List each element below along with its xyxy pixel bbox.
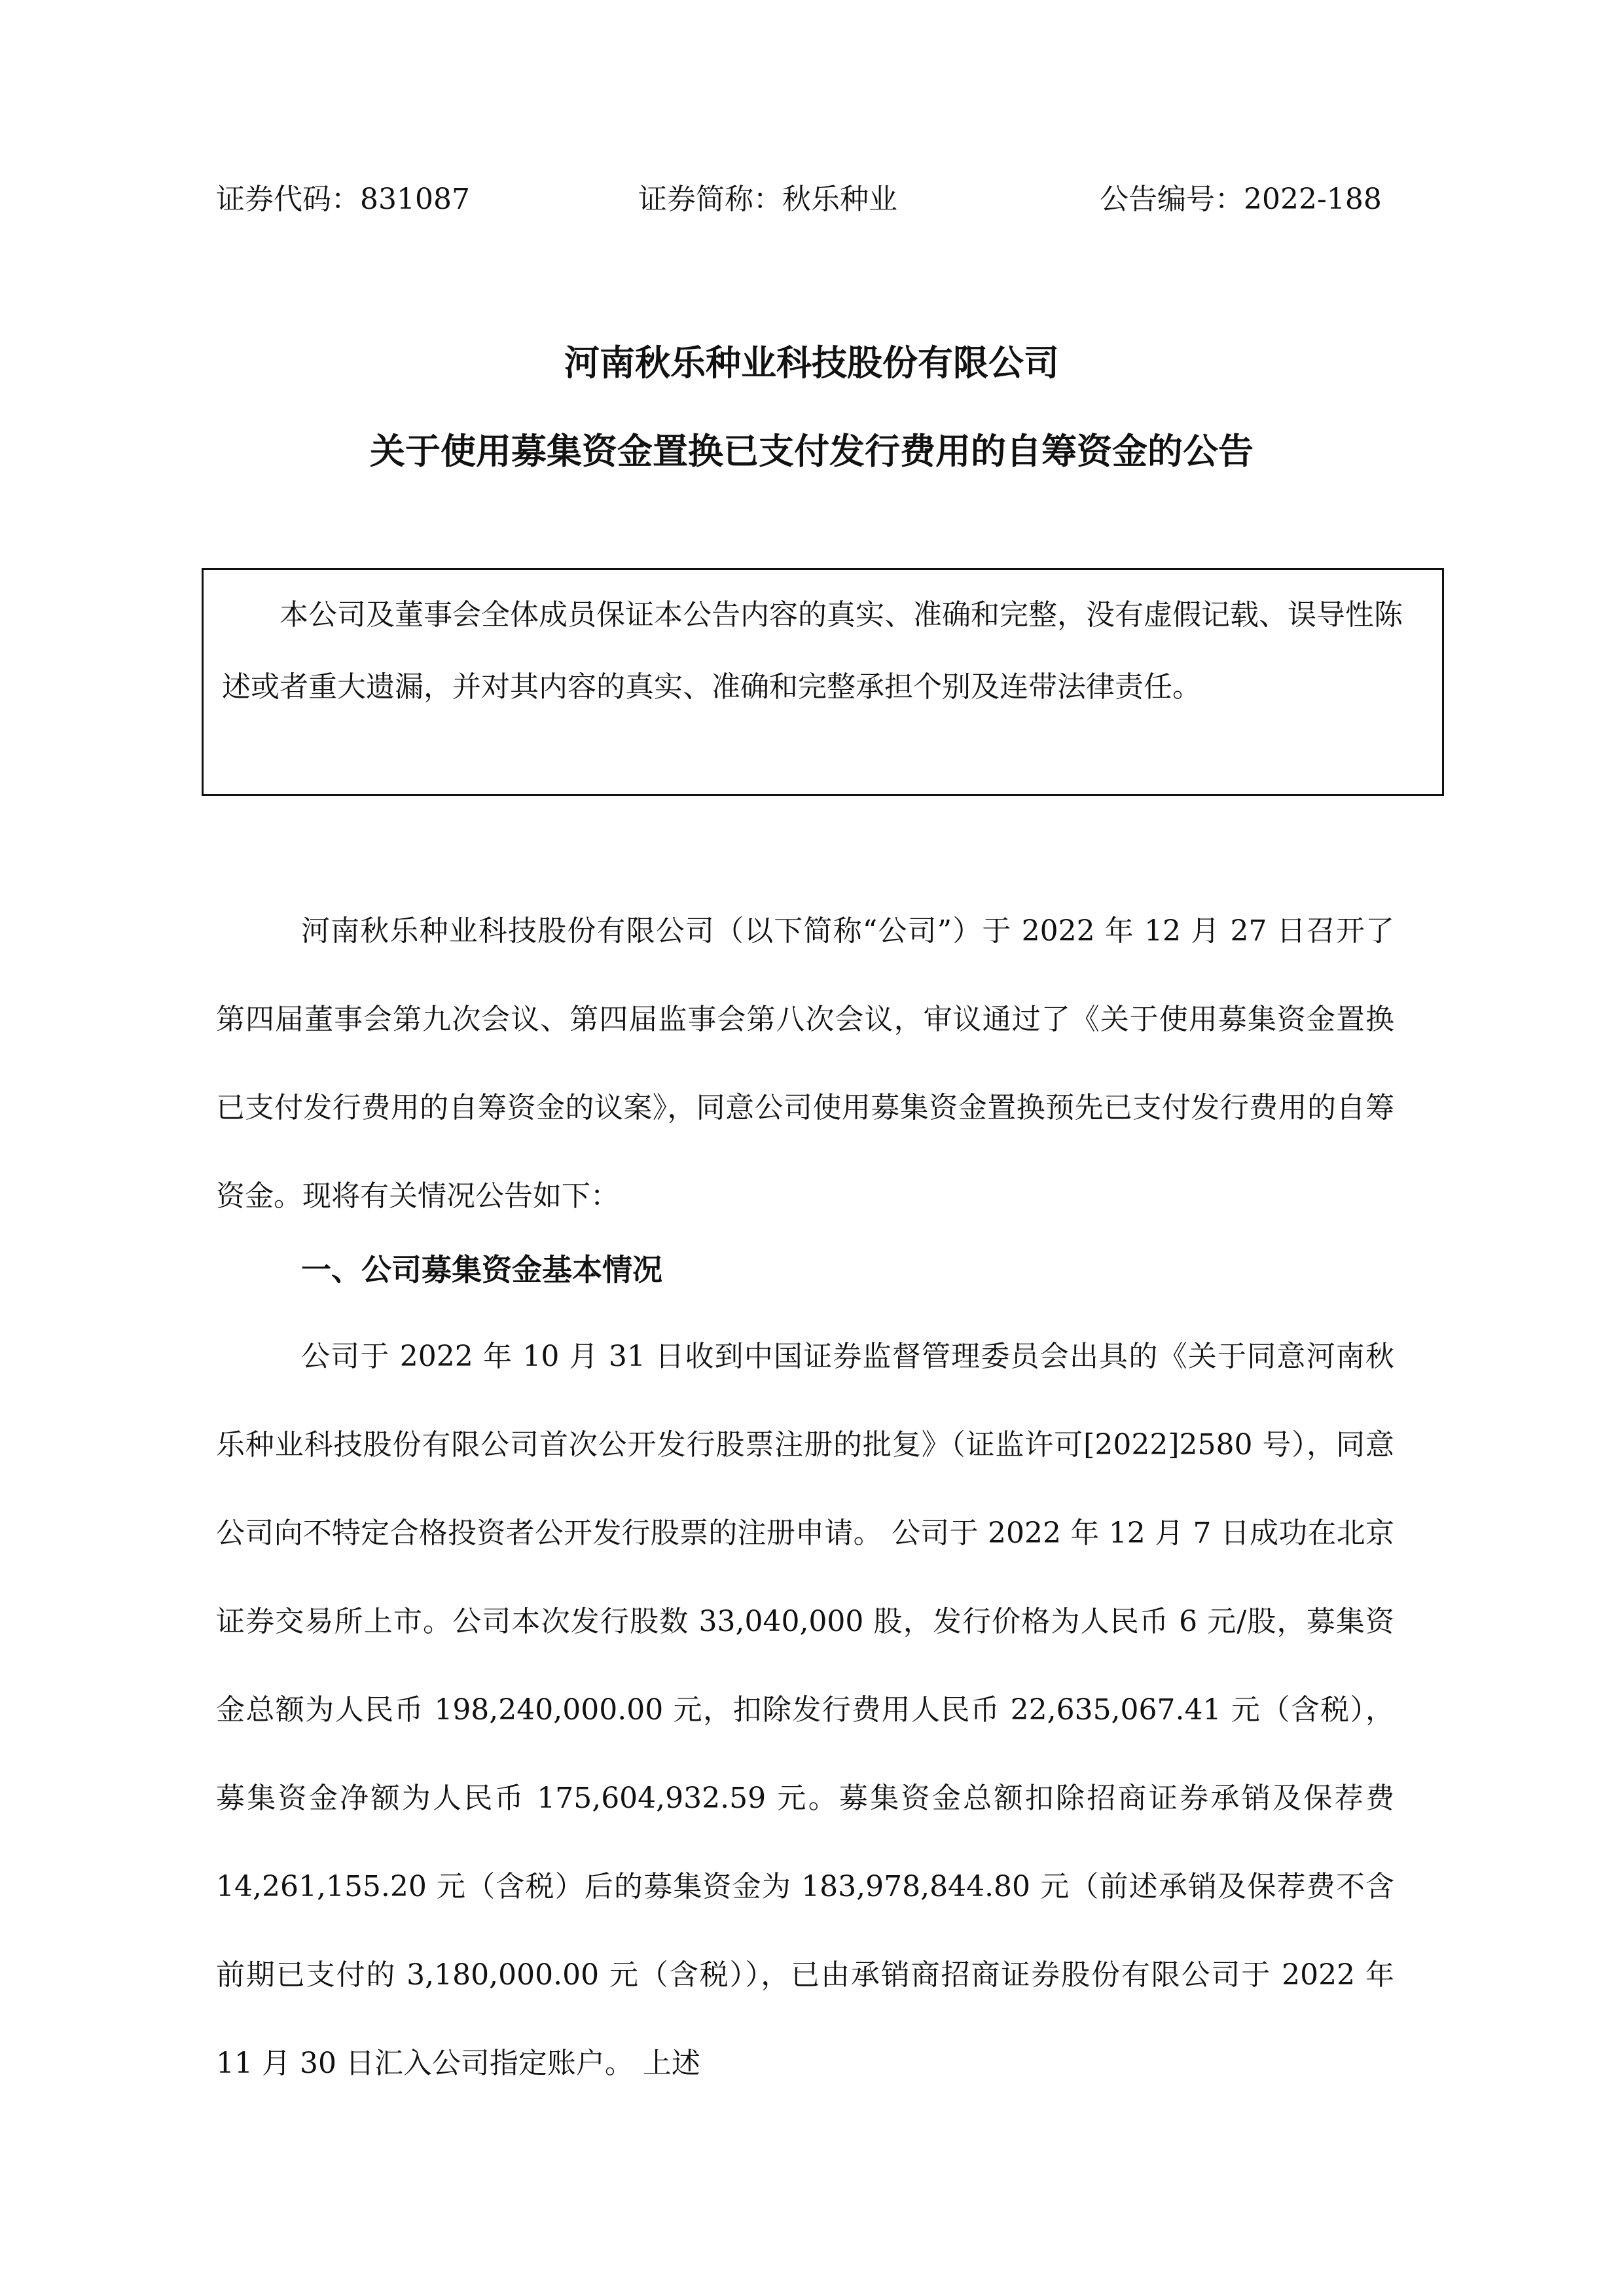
announcement-number: 公告编号：2022-188 xyxy=(1100,183,1382,216)
intro-paragraph: 河南秋乐种业科技股份有限公司（以下简称“公司”）于 2022 年 12 月 27 日召开了第四届董事会第九次会议、第四届监事会第八次会议，审议通过了《关于使用募集资金置换已支付发行费用的自筹资金的议案》，同意公司使用募集资金置换预先已支付发行费用的自筹资金。现将有关情况公告如下： xyxy=(216,914,1394,1213)
company-title: 河南秋乐种业科技股份有限公司 xyxy=(564,342,1059,384)
announcement-title: 关于使用募集资金置换已支付发行费用的自筹资金的公告 xyxy=(370,431,1254,472)
announcement-header xyxy=(216,177,1420,223)
stock-abbreviation: 证券简称：秋乐种业 xyxy=(638,183,897,216)
stock-code: 证券代码：831087 xyxy=(216,183,470,216)
section-heading: 一、公司募集资金基本情况 xyxy=(301,1252,662,1287)
disclaimer-text: 本公司及董事会全体成员保证本公告内容的真实、准确和完整，没有虚假记载、误导性陈述或者重大遗漏，并对其内容的真实、准确和完整承担个别及连带法律责任。 xyxy=(222,598,1403,704)
disclaimer-box xyxy=(202,568,1444,796)
fund-info-paragraph: 公司于 2022 年 10 月 31 日收到中国证券监督管理委员会出具的《关于同意河南秋乐种业科技股份有限公司首次公开发行股票注册的批复》（证监许可[2022]2580 号），同意公司向不特定合格投资者公开发行股票的注册申请。 公司于 2022 年 12 月 7 日成功在北京证券交易所上市。公司本次发行股数 33,040,000 股，发行价格为人民币 6 元/股，募集资金总额为人民币 198,240,000.00 元，扣除发行费用人民币 22,635,067.41 元（含税）， 募集资金净额为人民币 175,604,932.59 元。募集资金总额扣除招商证券承销及保荐费 14,261,155.20 元（含税）后的募集资金为 183,978,844.80 元（前述承销及保荐费不含前期已支付的 3,180,000.00 元（含税）），已由承销商招商证券股份有限公司于 2022 年 11 月 30 日汇入公司指定账户。 上述 xyxy=(216,1340,1394,2080)
